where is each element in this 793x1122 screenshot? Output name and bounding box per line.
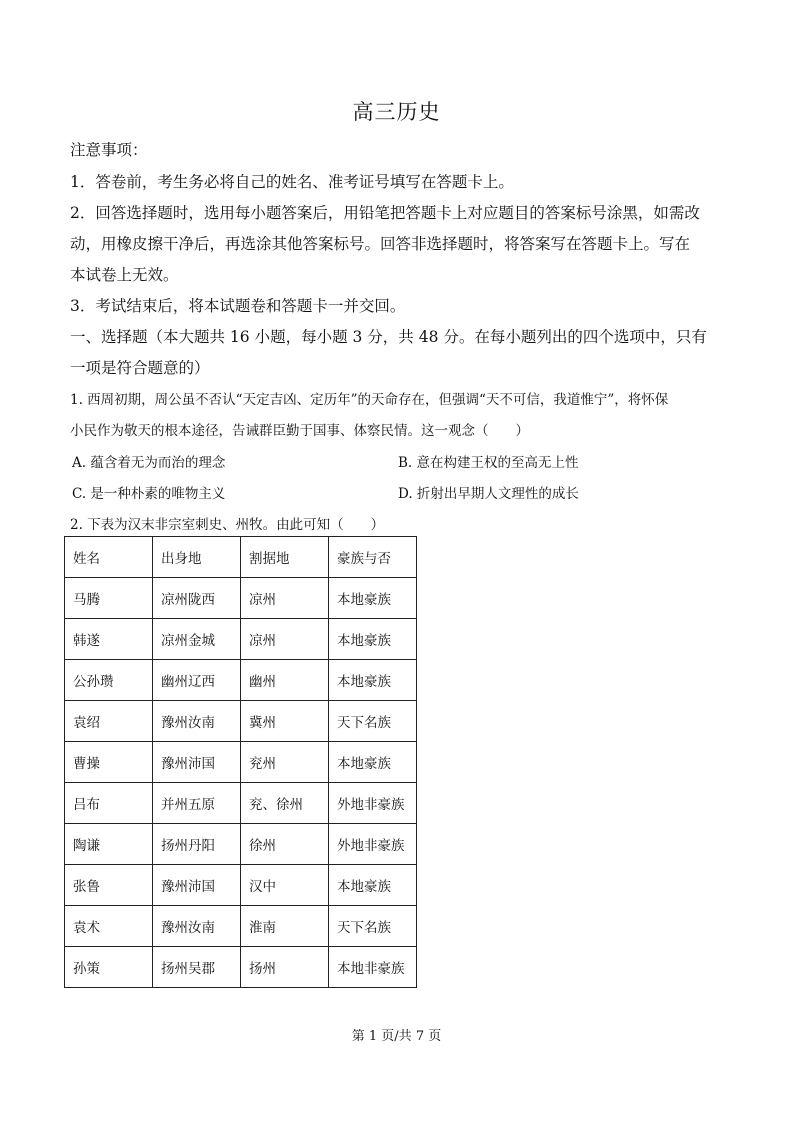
table-cell: 豫州沛国 (153, 742, 241, 783)
table-cell: 扬州丹阳 (153, 824, 241, 865)
notice-item: 本试卷上无效。 (70, 266, 179, 284)
table-cell: 扬州 (241, 947, 329, 988)
notice-heading: 注意事项： (70, 141, 148, 159)
notice-item: 2．回答选择题时，选用每小题答案后，用铅笔把答题卡上对应题目的答案标号涂黑，如需改 (70, 204, 700, 222)
table-cell: 兖、徐州 (241, 783, 329, 824)
table-cell: 袁绍 (65, 701, 153, 742)
table-cell: 幽州辽西 (153, 660, 241, 701)
page-footer: 第 1 页/共 7 页 (351, 1029, 442, 1044)
table-cell: 马腾 (65, 578, 153, 619)
table-cell: 汉中 (241, 865, 329, 906)
question-1-stem: 1. 西周初期，周公虽不否认“天定吉凶、定历年”的天命存在，但强调“天不可信，我道惟宁”，将怀保 (70, 392, 669, 408)
table-cell: 天下名族 (329, 701, 417, 742)
table-header-cell: 豪族与否 (329, 537, 417, 578)
table-row (65, 701, 417, 742)
table-cell: 淮南 (241, 906, 329, 947)
question-1-stem-cont: 小民作为敬天的根本途径，告诫群臣勤于国事、体察民情。这一观念（ ） (70, 423, 529, 439)
table-cell: 本地豪族 (329, 660, 417, 701)
question-1-option-b: B. 意在构建王权的至高无上性 (398, 455, 579, 471)
table-cell: 袁术 (65, 906, 153, 947)
table-cell: 凉州金城 (153, 619, 241, 660)
page-title: 高三历史 (352, 100, 441, 124)
table-cell: 韩遂 (65, 619, 153, 660)
table-cell: 豫州汝南 (153, 906, 241, 947)
table-cell: 曹操 (65, 742, 153, 783)
table-header-row (65, 537, 417, 578)
table-header-cell: 姓名 (65, 537, 153, 578)
table-row (65, 578, 417, 619)
table-cell: 扬州吴郡 (153, 947, 241, 988)
table-cell: 本地豪族 (329, 619, 417, 660)
table-cell: 徐州 (241, 824, 329, 865)
question-2-stem: 2. 下表为汉末非宗室刺史、州牧。由此可知（ ） (70, 517, 385, 533)
table-cell: 本地豪族 (329, 578, 417, 619)
table-row (65, 824, 417, 865)
notice-item: 3．考试结束后，将本试题卷和答题卡一并交回。 (70, 297, 406, 315)
notice-item: 动，用橡皮擦干净后，再选涂其他答案标号。回答非选择题时，将答案写在答题卡上。写在 (70, 235, 691, 253)
table-row (65, 783, 417, 824)
table-cell: 凉州 (241, 619, 329, 660)
table-cell: 兖州 (241, 742, 329, 783)
table-row (65, 742, 417, 783)
section-heading: 一、选择题（本大题共 16 小题，每小题 3 分，共 48 分。在每小题列出的四个选项中，只有 (70, 328, 707, 346)
table-cell: 陶谦 (65, 824, 153, 865)
question-1-option-a: A. 蕴含着无为而治的理念 (72, 455, 226, 471)
table-row (65, 865, 417, 906)
table-cell: 外地非豪族 (329, 783, 417, 824)
question-1-option-c: C. 是一种朴素的唯物主义 (72, 486, 226, 502)
table-cell: 凉州陇西 (153, 578, 241, 619)
table-cell: 冀州 (241, 701, 329, 742)
table-cell: 幽州 (241, 660, 329, 701)
question-2-table (64, 536, 417, 988)
table-cell: 公孙瓒 (65, 660, 153, 701)
table-cell: 豫州沛国 (153, 865, 241, 906)
table-cell: 张鲁 (65, 865, 153, 906)
table-cell: 外地非豪族 (329, 824, 417, 865)
table-cell: 本地豪族 (329, 742, 417, 783)
table-header-cell: 割据地 (241, 537, 329, 578)
table-cell: 本地非豪族 (329, 947, 417, 988)
table-cell: 凉州 (241, 578, 329, 619)
table-cell: 豫州汝南 (153, 701, 241, 742)
table-cell: 吕布 (65, 783, 153, 824)
table-row (65, 947, 417, 988)
section-heading-cont: 一项是符合题意的） (70, 359, 210, 377)
table-row (65, 619, 417, 660)
table-cell: 本地豪族 (329, 865, 417, 906)
table-cell: 天下名族 (329, 906, 417, 947)
question-1-option-d: D. 折射出早期人文理性的成长 (398, 486, 579, 502)
table-header-cell: 出身地 (153, 537, 241, 578)
table-row (65, 906, 417, 947)
table-cell: 并州五原 (153, 783, 241, 824)
table-row (65, 660, 417, 701)
notice-item: 1．答卷前，考生务必将自己的姓名、准考证号填写在答题卡上。 (70, 173, 514, 191)
table-cell: 孙策 (65, 947, 153, 988)
